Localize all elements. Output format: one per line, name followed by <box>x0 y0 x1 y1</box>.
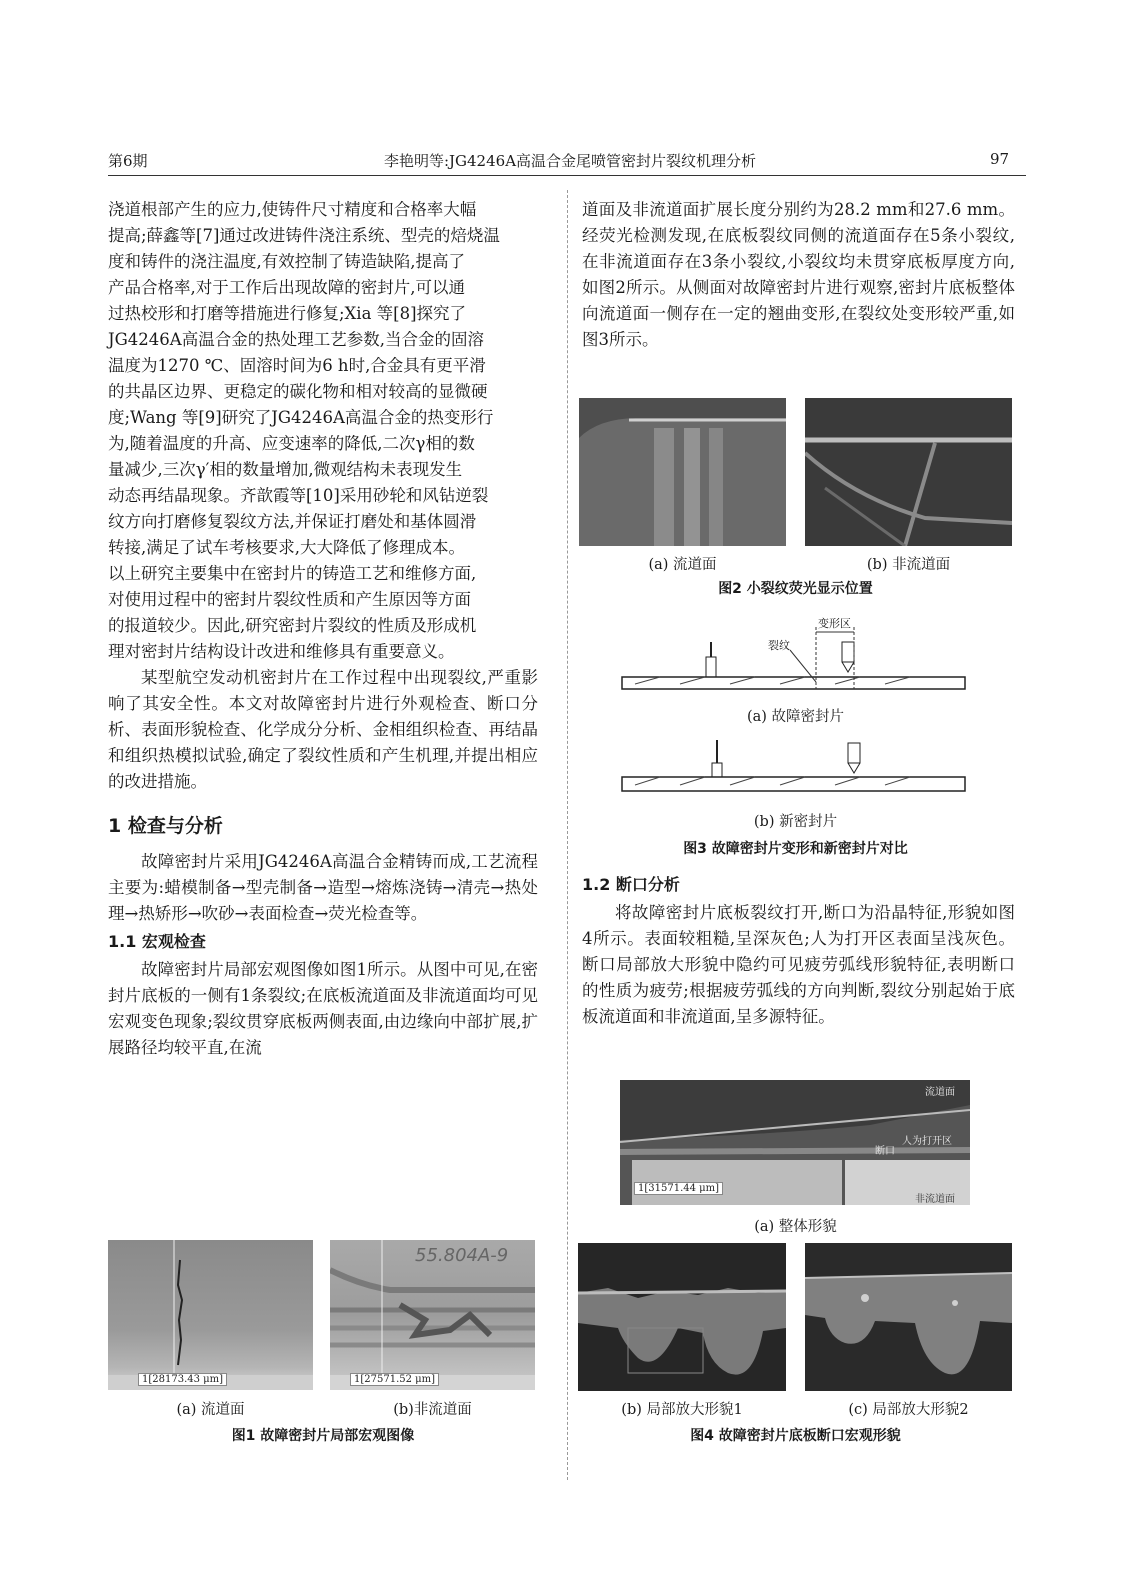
fig2-title: 图2 小裂纹荧光显示位置 <box>718 581 873 597</box>
fig4a-scale: 1[31571.44 μm] <box>634 1182 723 1195</box>
fig3-title: 图3 故障密封片变形和新密封片对比 <box>683 841 908 857</box>
fig2a-fluorescence <box>579 398 786 546</box>
fig3a-crack-label: 裂纹 <box>768 639 790 652</box>
fig1a-photo <box>108 1240 313 1390</box>
left-column <box>108 197 538 1061</box>
section-heading-1: 1 检查与分析 <box>108 815 223 837</box>
fig3b-diagram <box>620 735 970 805</box>
fig4b-photo <box>578 1243 786 1391</box>
line: JG4246A高温合金的热处理工艺参数,当合金的固溶 <box>108 330 484 349</box>
line: 产品合格率,对于工作后出现故障的密封片,可以通 <box>108 278 465 297</box>
fig4c-caption: (c) 局部放大形貌2 <box>848 1402 969 1418</box>
fig4a-fracture-label: 断口 <box>875 1146 895 1157</box>
fig4a-flow-label: 流道面 <box>925 1087 955 1098</box>
right-para-2: 将故障密封片底板裂纹打开,断口为沿晶特征,形貌如图4所示。表面较粗糙,呈深灰色;人为打开区表面呈浅灰色。断口局部放大形貌中隐约可见疲劳弧线形貌特征,表明断口的性质为疲劳;根据疲劳弧线的方向判断,裂纹分别起始于底板流道面和非流道面,呈多源特征。 <box>582 903 1015 1026</box>
line: 的报道较少。因此,研究密封片裂纹的性质及形成机 <box>108 616 477 635</box>
line: 理对密封片结构设计改进和维修具有重要意义。 <box>108 642 455 661</box>
fig1b-photo <box>330 1240 535 1390</box>
fig4c-photo <box>805 1243 1012 1391</box>
fig4a-photo <box>620 1080 970 1205</box>
fig1b-caption: (b)非流道面 <box>393 1402 472 1418</box>
left-para-3: 故障密封片采用JG4246A高温合金精铸而成,工艺流程主要为:蜡模制备→型壳制备→造型→熔炼浇铸→清壳→热处理→热矫形→吹砂→表面检查→荧光检查等。 <box>108 852 538 923</box>
right-column <box>582 197 1015 353</box>
fig3a-deform-label: 变形区 <box>818 617 851 630</box>
section-heading-1-1: 1.1 宏观检查 <box>108 932 206 951</box>
line: 的共晶区边界、更稳定的碳化物和相对较高的显微硬 <box>108 382 488 401</box>
issue-number: 第6期 <box>108 152 148 170</box>
line: 转接,满足了试车考核要求,大大降低了修理成本。 <box>108 538 465 557</box>
fig4b-caption: (b) 局部放大形貌1 <box>621 1402 743 1418</box>
fig2b-caption: (b) 非流道面 <box>866 557 951 573</box>
fig3a-drawing <box>620 612 970 702</box>
fig4c-fracture <box>805 1243 1012 1391</box>
fig1a-scale: 1[28173.43 μm] <box>138 1373 227 1386</box>
fig2a-photo <box>579 398 786 546</box>
fig1b-engraving: 55.804A-9 <box>415 1245 509 1266</box>
running-title: 李艳明等:JG4246A高温合金尾喷管密封片裂纹机理分析 <box>383 152 757 170</box>
line: 度和铸件的浇注温度,有效控制了铸造缺陷,提高了 <box>108 252 465 271</box>
line: 量减少,三次γ′相的数量增加,微观结构未表现发生 <box>108 460 463 479</box>
fig3a-caption: (a) 故障密封片 <box>746 709 845 725</box>
line: 提高;薛鑫等[7]通过改进铸件浇注系统、型壳的焙烧温 <box>108 226 500 245</box>
fig3b-caption: (b) 新密封片 <box>753 814 838 830</box>
line: 浇道根部产生的应力,使铸件尺寸精度和合格率大幅 <box>108 200 477 219</box>
column-separator <box>567 190 568 1480</box>
left-para-4: 故障密封片局部宏观图像如图1所示。从图中可见,在密封片底板的一侧有1条裂纹;在底板流道面及非流道面均可见宏观变色现象;裂纹贯穿底板两侧表面,由边缘向中部扩展,扩展路径均较平直,在流 <box>108 960 538 1057</box>
line: 为,随着温度的升高、应变速率的降低,二次γ相的数 <box>108 434 475 453</box>
fig4a-nonflow-label: 非流道面 <box>915 1194 955 1205</box>
line: 过热校形和打磨等措施进行修复;Xia 等[8]探究了 <box>108 304 467 323</box>
right-para-1: 道面及非流道面扩展长度分别约为28.2 mm和27.6 mm。经荧光检测发现,在底板裂纹同侧的流道面存在5条小裂纹,在非流道面存在3条小裂纹,小裂纹均未贯穿底板厚度方向,如图2所示。从侧面对故障密封片进行观察,密封片底板整体向流道面一侧存在一定的翘曲变形,在裂纹处变形较严重,如图3所示。 <box>582 200 1015 349</box>
line: 以上研究主要集中在密封片的铸造工艺和维修方面, <box>108 564 477 583</box>
fig1a-caption: (a) 流道面 <box>176 1402 245 1418</box>
page-number: 97 <box>990 150 1010 168</box>
fig4a-open-label: 人为打开区 <box>902 1136 952 1147</box>
fig4b-fracture <box>578 1243 786 1391</box>
right-column-lower <box>582 870 1015 1030</box>
fig1b-scale: 1[27571.52 μm] <box>350 1373 439 1386</box>
line: 度;Wang 等[9]研究了JG4246A高温合金的热变形行 <box>108 408 494 427</box>
line: 对使用过程中的密封片裂纹性质和产生原因等方面 <box>108 590 471 609</box>
fig3b-drawing <box>620 735 970 805</box>
left-para-2: 某型航空发动机密封片在工作过程中出现裂纹,严重影响了其安全性。本文对故障密封片进行外观检查、断口分析、表面形貌检查、化学成分分析、金相组织检查、再结晶和组织热模拟试验,确定了裂纹性质和产生机理,并提出相应的改进措施。 <box>108 668 538 791</box>
line: 纹方向打磨修复裂纹方法,并保证打磨处和基体圆滑 <box>108 512 477 531</box>
fig3a-diagram <box>620 612 970 702</box>
fig1-title: 图1 故障密封片局部宏观图像 <box>231 1428 415 1444</box>
fig2b-photo <box>805 398 1012 546</box>
fig4a-caption: (a) 整体形貌 <box>754 1219 837 1235</box>
section-heading-1-2: 1.2 断口分析 <box>582 875 680 894</box>
fig4-title: 图4 故障密封片底板断口宏观形貌 <box>690 1428 901 1444</box>
line: 温度为1270 ℃、固溶时间为6 h时,合金具有更平滑 <box>108 356 486 375</box>
header-rule <box>108 175 1026 176</box>
fig2b-fluorescence <box>805 398 1012 546</box>
fig2a-caption: (a) 流道面 <box>648 557 717 573</box>
fig1a-crack <box>108 1240 313 1390</box>
line: 动态再结晶现象。齐歆霞等[10]采用砂轮和风钻逆裂 <box>108 486 489 505</box>
left-para-1 <box>108 197 538 665</box>
